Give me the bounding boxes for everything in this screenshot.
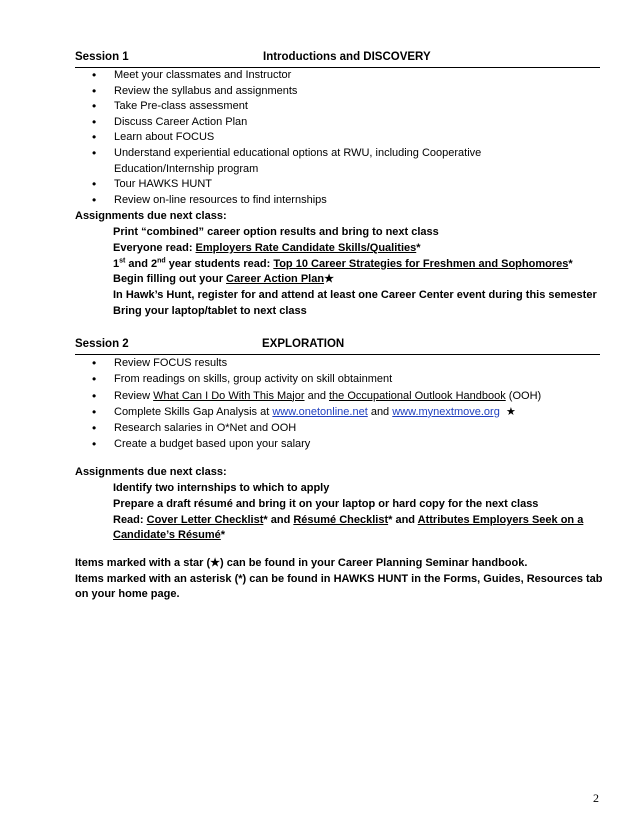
assignment-line: 1st and 2nd year students read: Top 10 Career Strategies for Freshmen and Sophomores* [113,256,573,270]
session-1-title: Introductions and DISCOVERY [263,51,431,63]
session-2-title: EXPLORATION [262,338,345,350]
reading-link[interactable]: Attributes Employers Seek on a [417,513,584,526]
star-note: Items marked with a star (★) can be found in your Career Planning Seminar handbook. [75,557,528,569]
assignment-line: Read: Cover Letter Checklist* and Résumé Checklist* and Attributes Employers Seek on a [113,513,584,526]
reading-link[interactable]: Candidate’s Résumé [113,529,221,542]
list-item: • Take Pre-class assessment [0,99,481,115]
session-1-assignments [113,225,603,320]
list-item: • Research salaries in O*Net and OOH [0,420,541,436]
reading-link[interactable]: Cover Letter Checklist [146,513,264,526]
mynextmove-link[interactable]: www.mynextmove.org [392,405,500,418]
list-item: • Create a budget based upon your salary [0,436,541,452]
list-item: • Learn about FOCUS [0,130,481,146]
list-item-continuation: Education/Internship program [114,162,259,175]
reading-link[interactable]: Résumé Checklist [293,513,389,526]
page-number: 2 [593,791,599,805]
reading-link[interactable]: the Occupational Outlook Handbook [329,389,506,402]
list-item: • Complete Skills Gap Analysis at www.onetonline.net and www.mynextmove.org ★ [0,404,541,420]
onetonline-link[interactable]: www.onetonline.net [272,405,368,418]
assignment-line: Begin filling out your Career Action Plan★ [113,273,334,286]
asterisk-note-cont: on your home page. [75,588,180,601]
list-item: • Review the syllabus and assignments [0,84,481,100]
star-icon: ★ [324,273,334,286]
list-item: • Review FOCUS results [0,355,541,371]
asterisk-note: Items marked with an asterisk (*) can be found in HAWKS HUNT in the Forms, Guides, Resources tab [75,572,603,585]
assignment-line: In Hawk’s Hunt, register for and attend at least one Career Center event during this semester [113,289,597,302]
session-1-label: Session 1 [75,51,129,63]
list-item: • Meet your classmates and Instructor [0,68,481,84]
star-icon: ★ [505,405,516,418]
list-item: • Tour HAWKS HUNT [0,177,481,193]
notes [75,556,605,603]
assignment-line: Identify two internships to which to apply [113,482,330,494]
star-icon: ★ [210,557,220,569]
list-item: • Discuss Career Action Plan [0,115,481,131]
reading-link[interactable]: Employers Rate Candidate Skills/Qualities [195,241,417,254]
reading-link[interactable]: Career Action Plan [226,273,325,286]
session-2-header [75,338,600,355]
assignment-line: Bring your laptop/tablet to next class [113,304,307,317]
session-2-assignments-heading: Assignments due next class: [75,466,227,478]
session-2-bullet-list [0,355,541,453]
list-item: • Review on-line resources to find internships [0,193,481,209]
assignment-line: Print “combined” career option results and bring to next class [113,226,439,238]
session-2-assignments [113,481,603,544]
assignment-line: Prepare a draft résumé and bring it on your laptop or hard copy for the next class [113,497,539,510]
session-2-label: Session 2 [75,338,129,350]
list-item: • Understand experiential educational options at RWU, including Cooperative [0,146,481,162]
assignment-line: Everyone read: Employers Rate Candidate Skills/Qualities* [113,241,421,254]
session-1-bullet-list [0,68,481,208]
list-item: • From readings on skills, group activity on skill obtainment [0,371,541,387]
list-item: • Review What Can I Do With This Major and the Occupational Outlook Handbook (OOH) [0,388,541,404]
session-1-assignments-heading: Assignments due next class: [75,210,227,222]
session-1-header [75,51,600,68]
reading-link[interactable]: Top 10 Career Strategies for Freshmen and Sophomores [273,257,569,270]
reading-link[interactable]: What Can I Do With This Major [153,389,305,402]
assignment-line: Candidate’s Résumé* [113,529,226,542]
